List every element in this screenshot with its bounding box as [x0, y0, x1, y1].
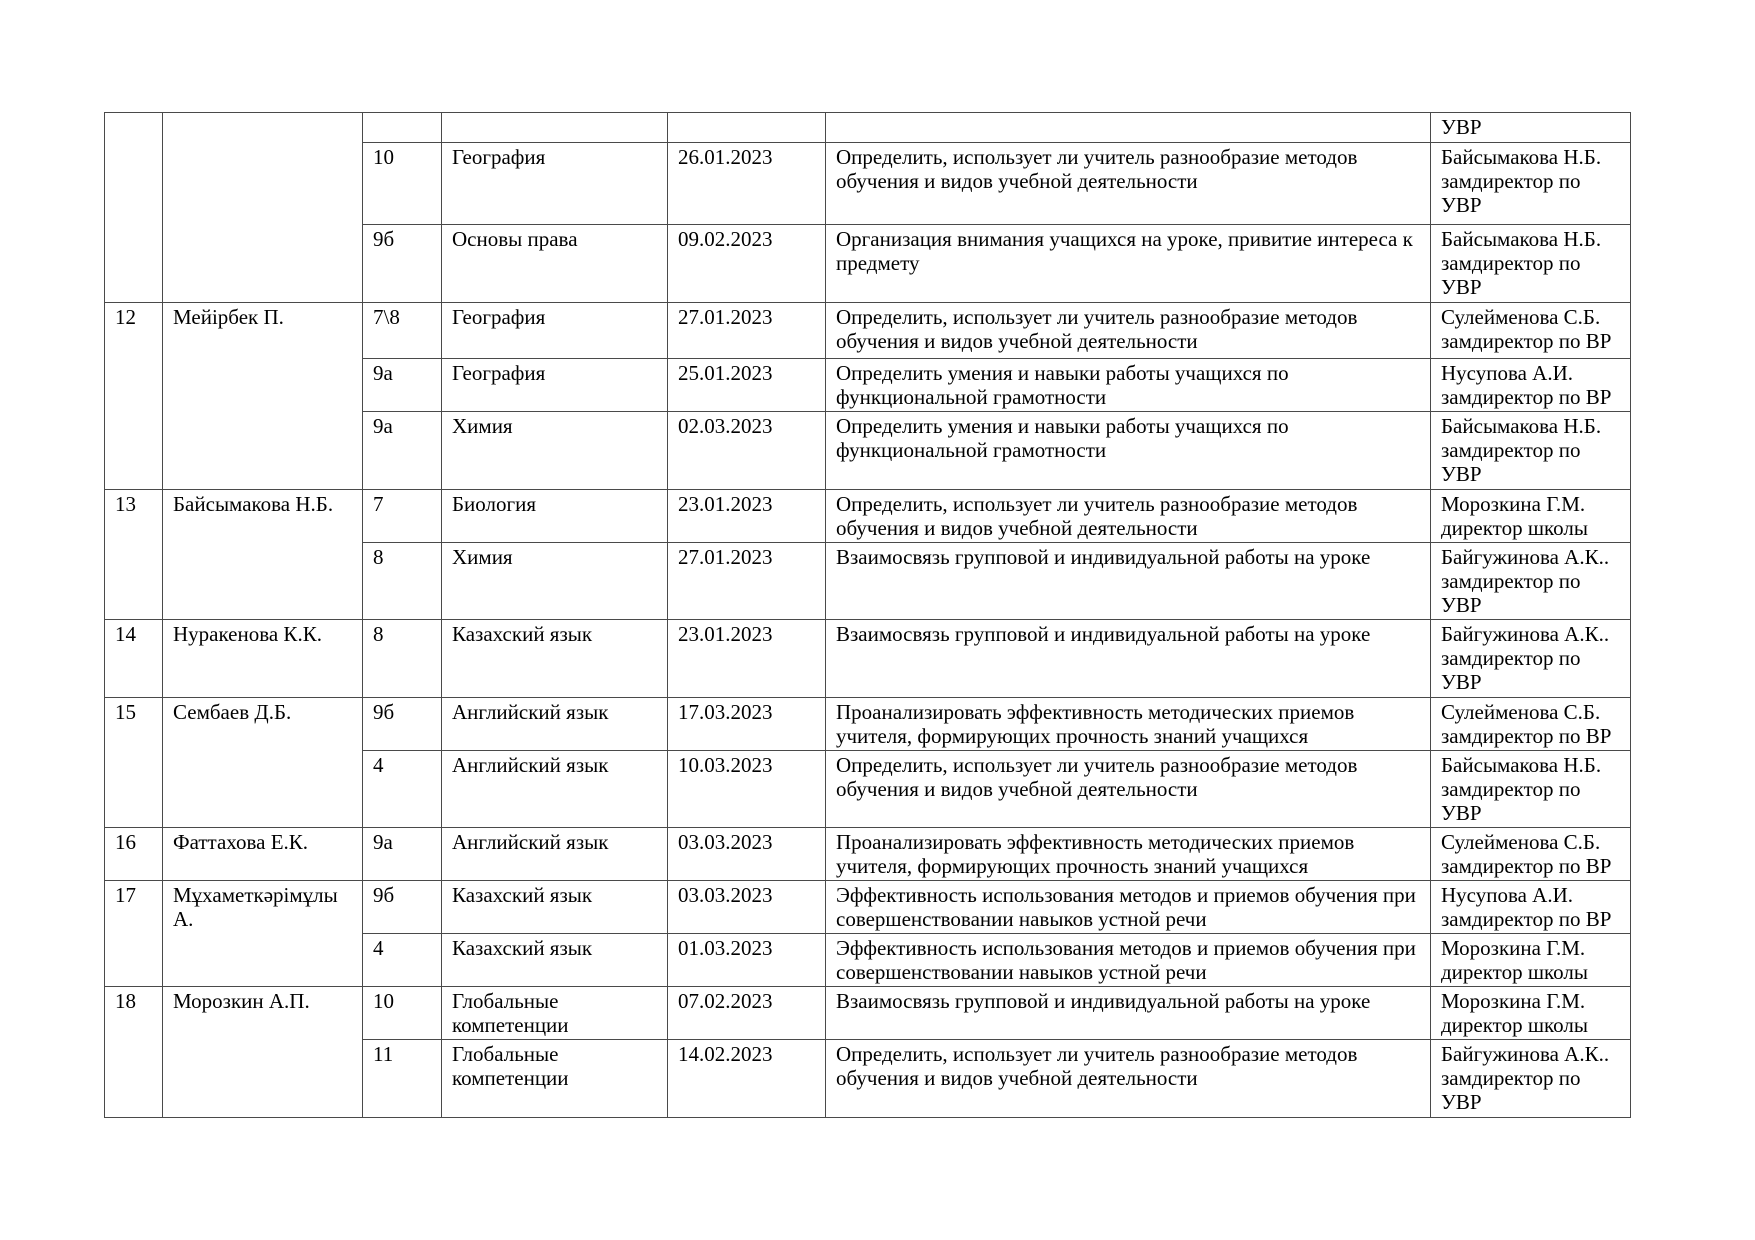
class-cell: 8: [363, 543, 442, 620]
table-row: [105, 303, 1631, 359]
subject-cell: Английский язык: [442, 751, 668, 828]
subject-cell: Глобальные компетенции: [442, 1040, 668, 1118]
subject-cell: География: [442, 359, 668, 412]
subject-cell: Казахский язык: [442, 620, 668, 698]
responsible-cell: Байсымакова Н.Б. замдиректор по УВР: [1431, 225, 1631, 303]
responsible-cell: Байсымакова Н.Б. замдиректор по УВР: [1431, 412, 1631, 490]
subject-cell: Казахский язык: [442, 881, 668, 934]
class-cell: 9а: [363, 412, 442, 490]
table-row: [105, 828, 1631, 881]
class-cell: 8: [363, 620, 442, 698]
purpose-cell: Определить, использует ли учитель разнообразие методов обучения и видов учебной деятельности: [826, 751, 1431, 828]
date-cell: 03.03.2023: [668, 828, 826, 881]
responsible-cell: Морозкина Г.М. директор школы: [1431, 490, 1631, 543]
date-cell: 26.01.2023: [668, 143, 826, 225]
purpose-cell: Взаимосвязь групповой и индивидуальной работы на уроке: [826, 543, 1431, 620]
table-row: [105, 490, 1631, 543]
teacher-name-cell: Фаттахова Е.К.: [163, 828, 363, 881]
row-number-cell: 17: [105, 881, 163, 987]
subject-cell: Английский язык: [442, 828, 668, 881]
purpose-cell: Определить, использует ли учитель разнообразие методов обучения и видов учебной деятельности: [826, 143, 1431, 225]
teacher-name-cell: Сембаев Д.Б.: [163, 698, 363, 828]
table-row: [105, 987, 1631, 1040]
responsible-cell: Морозкина Г.М. директор школы: [1431, 987, 1631, 1040]
responsible-cell: Морозкина Г.М. директор школы: [1431, 934, 1631, 987]
date-cell: 07.02.2023: [668, 987, 826, 1040]
date-cell: 03.03.2023: [668, 881, 826, 934]
responsible-cell: Байгужинова А.К.. замдиректор по УВР: [1431, 620, 1631, 698]
date-cell: 23.01.2023: [668, 620, 826, 698]
row-number-cell: 12: [105, 303, 163, 490]
class-cell: 9а: [363, 828, 442, 881]
date-cell: 27.01.2023: [668, 303, 826, 359]
row-number-cell: [105, 113, 163, 303]
responsible-cell: Байгужинова А.К.. замдиректор по УВР: [1431, 543, 1631, 620]
table-row: [105, 113, 1631, 143]
responsible-cell: Байсымакова Н.Б. замдиректор по УВР: [1431, 143, 1631, 225]
purpose-cell: Определить умения и навыки работы учащихся по функциональной грамотности: [826, 359, 1431, 412]
row-number-cell: 16: [105, 828, 163, 881]
subject-cell: Химия: [442, 412, 668, 490]
class-cell: 9б: [363, 881, 442, 934]
subject-cell: География: [442, 303, 668, 359]
class-cell: 9б: [363, 698, 442, 751]
subject-cell: Казахский язык: [442, 934, 668, 987]
date-cell: 09.02.2023: [668, 225, 826, 303]
row-number-cell: 13: [105, 490, 163, 620]
subject-cell: [442, 113, 668, 143]
class-cell: 10: [363, 143, 442, 225]
purpose-cell: Определить, использует ли учитель разнообразие методов обучения и видов учебной деятельности: [826, 1040, 1431, 1118]
responsible-cell: Сулейменова С.Б. замдиректор по ВР: [1431, 303, 1631, 359]
lesson-observation-table: [104, 112, 1631, 1118]
class-cell: 10: [363, 987, 442, 1040]
responsible-cell: Нусупова А.И. замдиректор по ВР: [1431, 359, 1631, 412]
responsible-cell: УВР: [1431, 113, 1631, 143]
class-cell: 7\8: [363, 303, 442, 359]
class-cell: 9а: [363, 359, 442, 412]
teacher-name-cell: Мейірбек П.: [163, 303, 363, 490]
responsible-cell: Сулейменова С.Б. замдиректор по ВР: [1431, 828, 1631, 881]
row-number-cell: 18: [105, 987, 163, 1118]
purpose-cell: Проанализировать эффективность методических приемов учителя, формирующих прочность знаний учащихся: [826, 698, 1431, 751]
teacher-name-cell: Мұхаметкәрімұлы А.: [163, 881, 363, 987]
date-cell: 27.01.2023: [668, 543, 826, 620]
table-row: [105, 698, 1631, 751]
date-cell: [668, 113, 826, 143]
purpose-cell: Проанализировать эффективность методических приемов учителя, формирующих прочность знаний учащихся: [826, 828, 1431, 881]
subject-cell: Биология: [442, 490, 668, 543]
teacher-name-cell: Нуракенова К.К.: [163, 620, 363, 698]
date-cell: 10.03.2023: [668, 751, 826, 828]
purpose-cell: Взаимосвязь групповой и индивидуальной работы на уроке: [826, 987, 1431, 1040]
subject-cell: Основы права: [442, 225, 668, 303]
class-cell: 4: [363, 934, 442, 987]
subject-cell: Химия: [442, 543, 668, 620]
responsible-cell: Байсымакова Н.Б. замдиректор по УВР: [1431, 751, 1631, 828]
purpose-cell: Взаимосвязь групповой и индивидуальной работы на уроке: [826, 620, 1431, 698]
responsible-cell: Байгужинова А.К.. замдиректор по УВР: [1431, 1040, 1631, 1118]
class-cell: 4: [363, 751, 442, 828]
row-number-cell: 14: [105, 620, 163, 698]
teacher-name-cell: [163, 113, 363, 303]
row-number-cell: 15: [105, 698, 163, 828]
subject-cell: Глобальные компетенции: [442, 987, 668, 1040]
purpose-cell: [826, 113, 1431, 143]
subject-cell: География: [442, 143, 668, 225]
date-cell: 14.02.2023: [668, 1040, 826, 1118]
date-cell: 02.03.2023: [668, 412, 826, 490]
table-row: [105, 881, 1631, 934]
subject-cell: Английский язык: [442, 698, 668, 751]
date-cell: 17.03.2023: [668, 698, 826, 751]
date-cell: 23.01.2023: [668, 490, 826, 543]
purpose-cell: Организация внимания учащихся на уроке, привитие интереса к предмету: [826, 225, 1431, 303]
date-cell: 01.03.2023: [668, 934, 826, 987]
responsible-cell: Сулейменова С.Б. замдиректор по ВР: [1431, 698, 1631, 751]
table-row: [105, 620, 1631, 698]
teacher-name-cell: Байсымакова Н.Б.: [163, 490, 363, 620]
teacher-name-cell: Морозкин А.П.: [163, 987, 363, 1118]
class-cell: 11: [363, 1040, 442, 1118]
purpose-cell: Эффективность использования методов и приемов обучения при совершенствовании навыков устной речи: [826, 934, 1431, 987]
purpose-cell: Определить, использует ли учитель разнообразие методов обучения и видов учебной деятельности: [826, 490, 1431, 543]
date-cell: 25.01.2023: [668, 359, 826, 412]
class-cell: 7: [363, 490, 442, 543]
purpose-cell: Определить умения и навыки работы учащихся по функциональной грамотности: [826, 412, 1431, 490]
purpose-cell: Эффективность использования методов и приемов обучения при совершенствовании навыков устной речи: [826, 881, 1431, 934]
purpose-cell: Определить, использует ли учитель разнообразие методов обучения и видов учебной деятельности: [826, 303, 1431, 359]
class-cell: 9б: [363, 225, 442, 303]
class-cell: [363, 113, 442, 143]
responsible-cell: Нусупова А.И. замдиректор по ВР: [1431, 881, 1631, 934]
